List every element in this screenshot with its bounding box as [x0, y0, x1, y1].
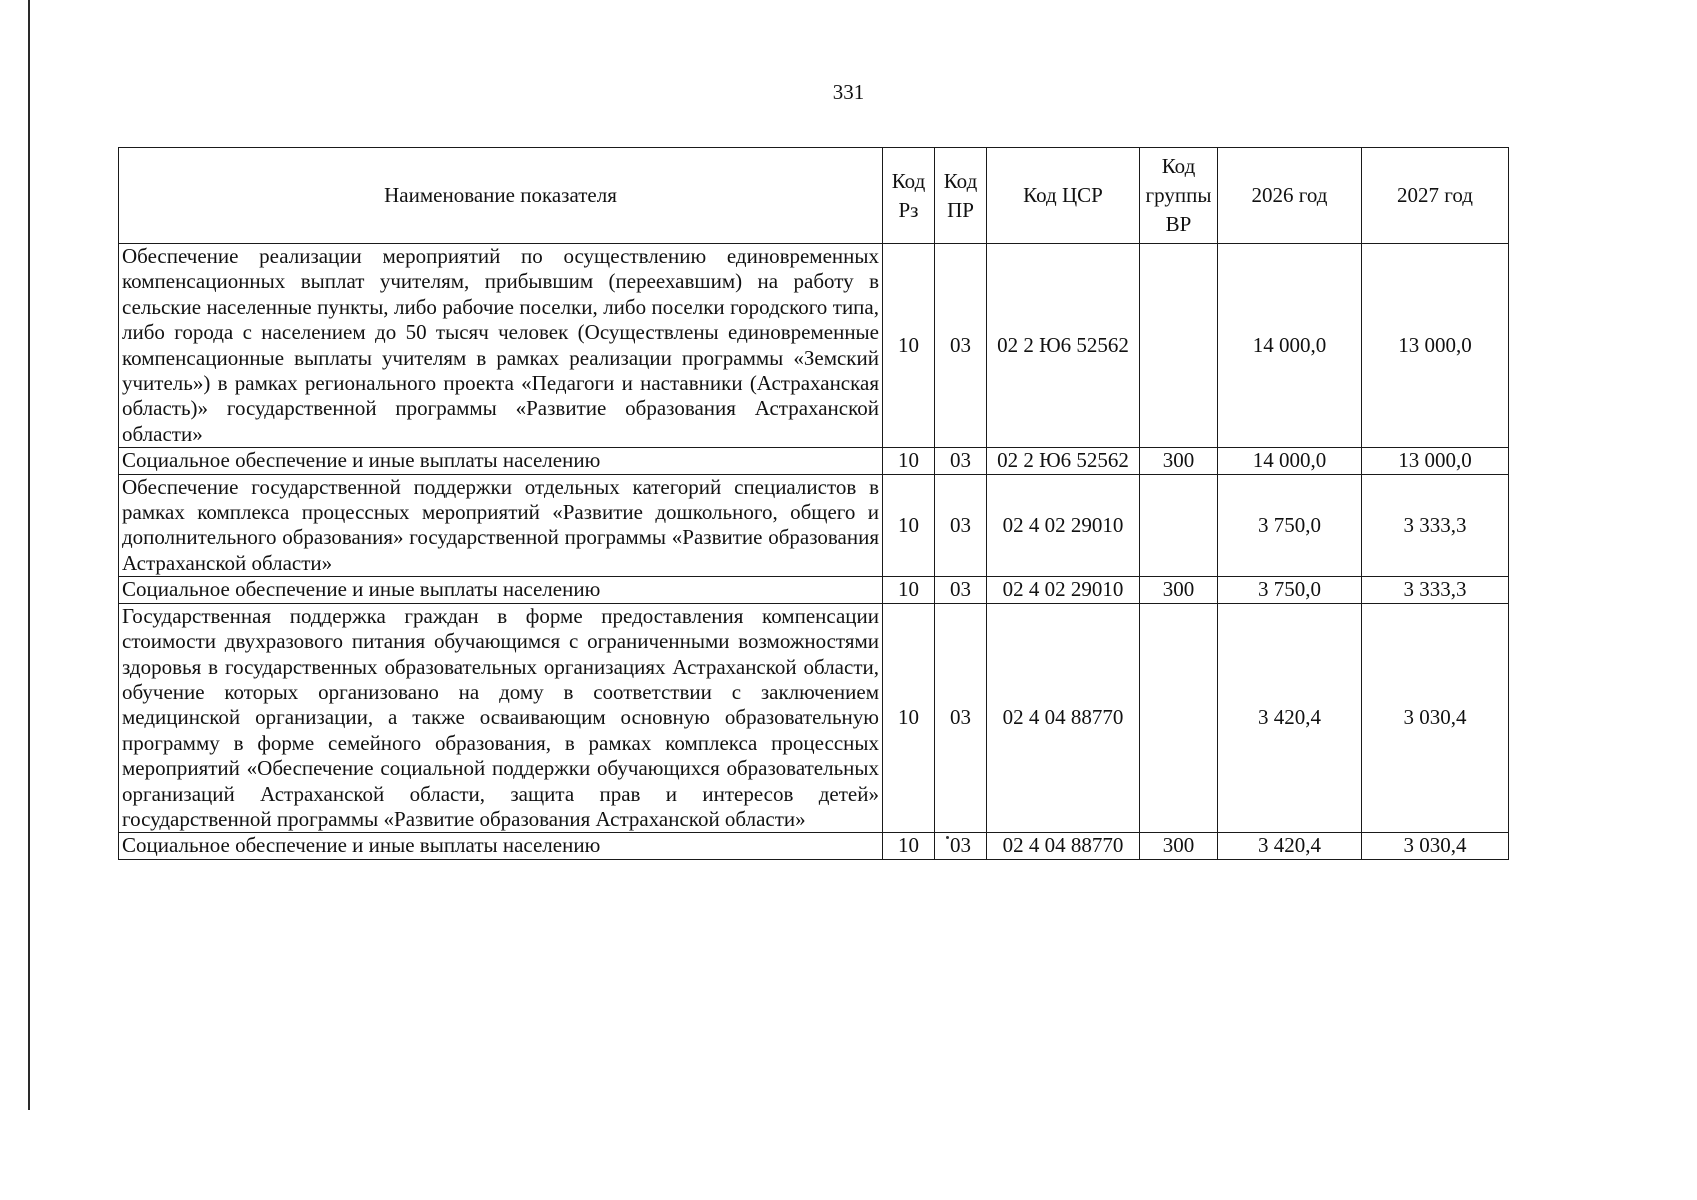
header-code-pr-line1: Код [943, 168, 978, 193]
table-row [119, 448, 1509, 474]
header-name: Наименование показателя [119, 148, 883, 244]
binding-edge-line [28, 0, 30, 1110]
row-code-vr [1140, 603, 1218, 833]
budget-table [118, 147, 1509, 860]
row-amount-2026: 14 000,0 [1218, 244, 1362, 448]
row-amount-2027: 3 030,4 [1362, 833, 1509, 859]
row-amount-2026: 14 000,0 [1218, 448, 1362, 474]
row-code-csr: 02 4 04 88770 [987, 833, 1140, 859]
row-amount-2026: 3 420,4 [1218, 603, 1362, 833]
row-code-vr: 300 [1140, 833, 1218, 859]
header-code-rz [883, 148, 935, 244]
row-code-csr: 02 4 02 29010 [987, 474, 1140, 577]
row-code-vr [1140, 474, 1218, 577]
page-number: 331 [832, 80, 865, 104]
row-code-rz: 10 [883, 603, 935, 833]
header-year-2027: 2027 год [1362, 148, 1509, 244]
row-code-pr: 03 [935, 577, 987, 603]
row-code-rz: 10 [883, 448, 935, 474]
header-code-vr-line3: ВР [1165, 212, 1192, 236]
header-code-vr-line2: группы [1145, 183, 1212, 207]
row-amount-2026: 3 750,0 [1218, 474, 1362, 577]
row-code-rz: 10 [883, 244, 935, 448]
row-name: Социальное обеспечение и иные выплаты населению [119, 577, 883, 603]
row-code-rz: 10 [883, 577, 935, 603]
scan-speck [946, 836, 949, 839]
row-code-vr: 300 [1140, 577, 1218, 603]
row-code-vr [1140, 244, 1218, 448]
row-name: Обеспечение реализации мероприятий по осуществлению единовременных компенсационных выплат учителям, прибывшим (переехавшим) на работу в сельские населенные пункты, либо рабочие поселки, либо поселки городского типа, либо города с населением до 50 тысяч человек (Осуществлены единовременные компенсационные выплаты учителям в рамках реализации программы «Земский учитель») в рамках регионального проекта «Педагоги и наставники (Астраханская область)» государственной программы «Развитие образования Астраханской области» [119, 244, 883, 448]
row-code-pr: 03 [935, 833, 987, 859]
table-row [119, 244, 1509, 448]
header-code-rz-line1: Код [891, 168, 926, 193]
row-code-csr: 02 2 Ю6 52562 [987, 448, 1140, 474]
row-code-pr: 03 [935, 603, 987, 833]
table-row [119, 603, 1509, 833]
table-row [119, 833, 1509, 859]
header-code-vr-line1: Код [1161, 154, 1196, 178]
row-name: Обеспечение государственной поддержки отдельных категорий специалистов в рамках комплекса процессных мероприятий «Развитие дошкольного, общего и дополнительного образования» государственной программы «Развитие образования Астраханской области» [119, 474, 883, 577]
table-row [119, 577, 1509, 603]
row-name: Социальное обеспечение и иные выплаты населению [119, 833, 883, 859]
row-amount-2027: 13 000,0 [1362, 448, 1509, 474]
row-name: Государственная поддержка граждан в форме предоставления компенсации стоимости двухразового питания обучающимся с ограниченными возможностями здоровья в государственных образовательных организациях Астраханской области, обучение которых организовано на дому в соответствии с заключением медицинской организации, а также осваивающим основную образовательную программу в форме семейного образования, в рамках комплекса процессных мероприятий «Обеспечение социальной поддержки обучающихся образовательных организаций Астраханской области, защита прав и интересов детей» государственной программы «Развитие образования Астраханской области» [119, 603, 883, 833]
row-amount-2027: 3 333,3 [1362, 474, 1509, 577]
row-code-pr: 03 [935, 244, 987, 448]
header-year-2026: 2026 год [1218, 148, 1362, 244]
row-amount-2026: 3 750,0 [1218, 577, 1362, 603]
row-code-pr: 03 [935, 448, 987, 474]
header-code-rz-line2: Рз [898, 197, 919, 222]
table-header-row [119, 148, 1509, 244]
row-code-pr: 03 [935, 474, 987, 577]
row-amount-2026: 3 420,4 [1218, 833, 1362, 859]
row-code-rz: 10 [883, 833, 935, 859]
row-amount-2027: 3 030,4 [1362, 603, 1509, 833]
row-code-csr: 02 2 Ю6 52562 [987, 244, 1140, 448]
table-row [119, 474, 1509, 577]
row-code-csr: 02 4 02 29010 [987, 577, 1140, 603]
row-code-rz: 10 [883, 474, 935, 577]
row-code-csr: 02 4 04 88770 [987, 603, 1140, 833]
row-amount-2027: 13 000,0 [1362, 244, 1509, 448]
header-code-csr: Код ЦСР [987, 148, 1140, 244]
row-name: Социальное обеспечение и иные выплаты населению [119, 448, 883, 474]
row-amount-2027: 3 333,3 [1362, 577, 1509, 603]
row-code-vr: 300 [1140, 448, 1218, 474]
header-code-vr [1140, 148, 1218, 244]
header-code-pr [935, 148, 987, 244]
header-code-pr-line2: ПР [947, 197, 974, 222]
